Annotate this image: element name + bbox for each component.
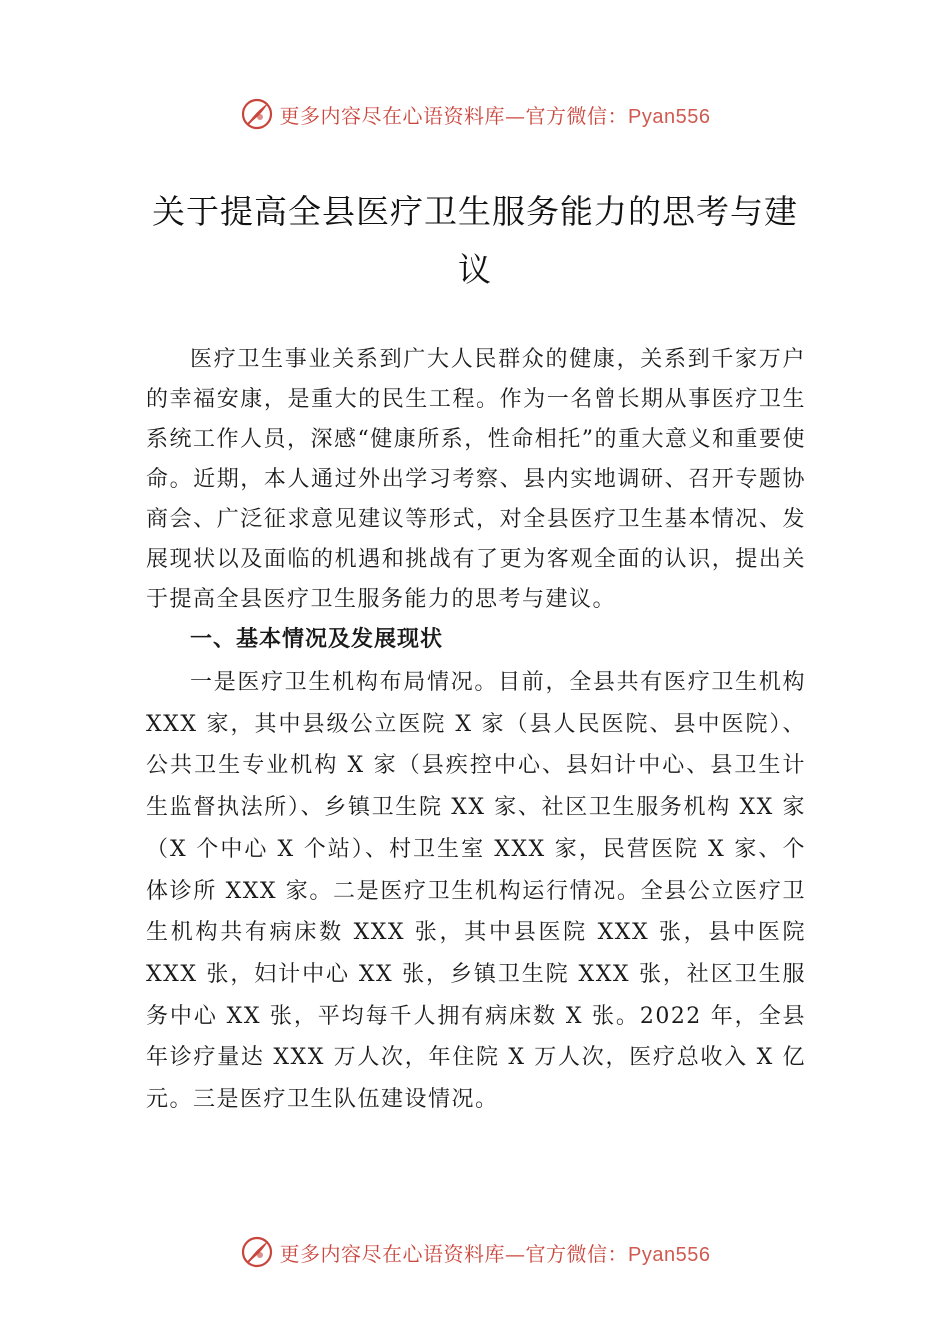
watermark-wechat-id: Pyan556 (628, 1243, 711, 1266)
feather-pen-logo-icon (240, 97, 274, 131)
feather-pen-logo-icon (240, 1235, 274, 1269)
watermark-text: 更多内容尽在心语资料库—官方微信：Pyan556 (279, 1241, 711, 1266)
watermark-text: 更多内容尽在心语资料库—官方微信：Pyan556 (279, 103, 711, 128)
section-heading: 一、基本情况及发展现状 (190, 627, 444, 652)
document-title: 关于提高全县医疗卫生服务能力的思考与建议 (152, 192, 798, 289)
intro-paragraph: 医疗卫生事业关系到广大人民群众的健康，关系到千家万户的幸福安康，是重大的民生工程。作为一名曾长期从事医疗卫生系统工作人员，深感“健康所系，性命相托”的重大意义和重要使命。近期，本人通过外出学习考察、县内实地调研、召开专题协商会、广泛征求意见建议等形式，对全县医疗卫生基本情况、发展现状以及面临的机遇和挑战有了更为客观全面的认识，提出关于提高全县医疗卫生服务能力的思考与建议。 (146, 347, 806, 612)
section-paragraph: 一是医疗卫生机构布局情况。目前，全县共有医疗卫生机构 XXX 家，其中县级公立医院 X 家（县人民医院、县中医院）、公共卫生专业机构 X 家（县疾控中心、县妇计中心、县卫生计生监督执法所）、乡镇卫生院 XX 家、社区卫生服务机构 XX 家（X 个中心 X 个站）、村卫生室 XXX 家，民营医院 X 家、个体诊所 XXX 家。二是医疗卫生机构运行情况。全县公立医疗卫生机构共有病床数 XXX 张，其中县医院 XXX 张，县中医院 XXX 张，妇计中心 XX 张，乡镇卫生院 XXX 张，社区卫生服务中心 XX 张，平均每千人拥有病床数 X 张。2022 年，全县年诊疗量达 XXX 万人次，年住院 X 万人次，医疗总收入 X 亿元。三是医疗卫生队伍建设情况。 (146, 670, 806, 1113)
document-body (146, 340, 806, 1121)
watermark-header (0, 94, 950, 134)
watermark-wechat-id: Pyan556 (628, 105, 711, 128)
watermark-footer (0, 1232, 950, 1272)
